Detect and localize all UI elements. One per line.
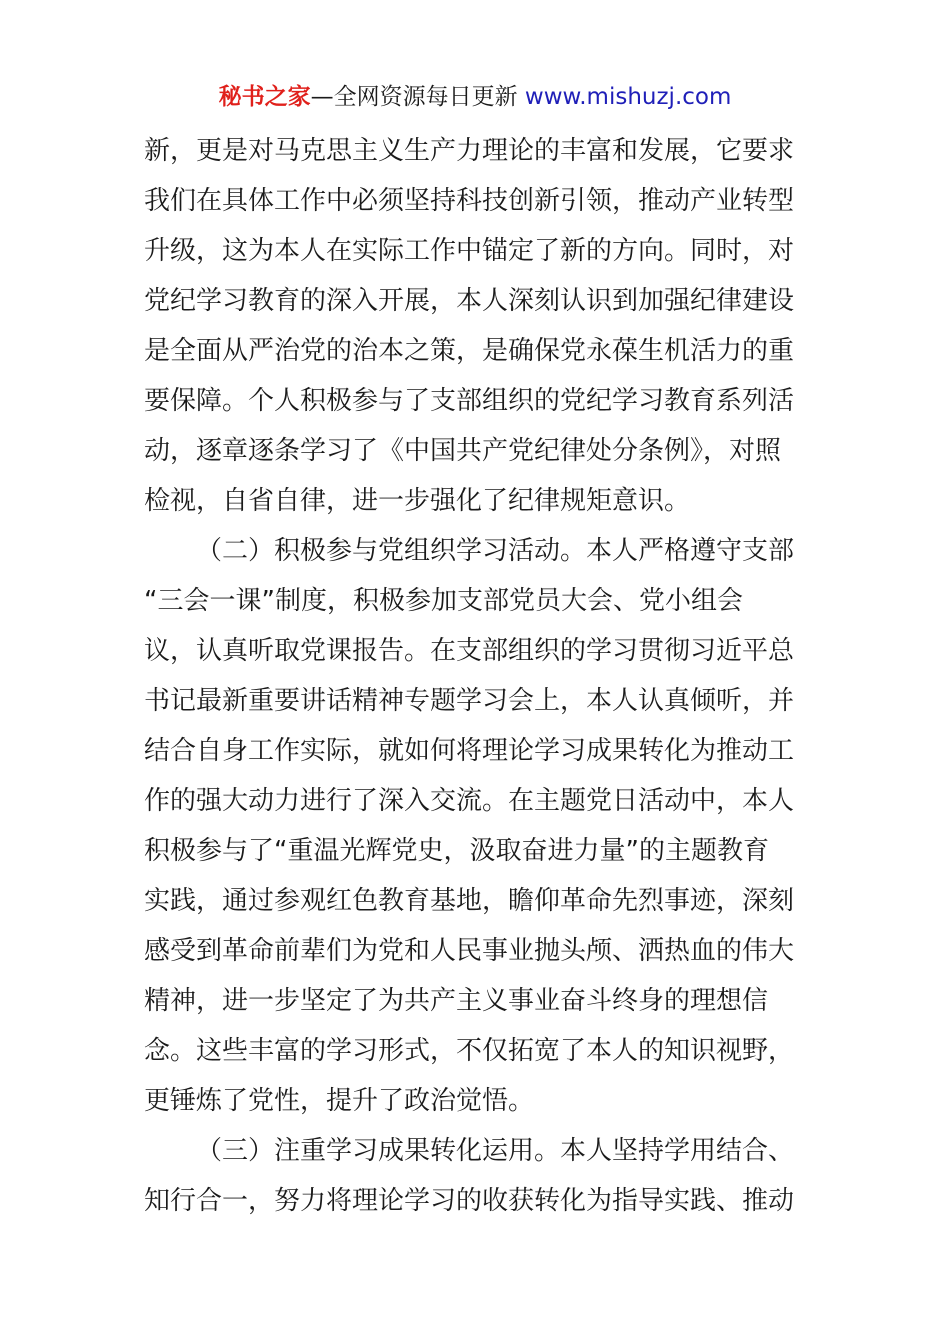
- body-line: 结合自身工作实际，就如何将理论学习成果转化为推动工: [144, 736, 795, 766]
- body-line: 念。这些丰富的学习形式，不仅拓宽了本人的知识视野，: [144, 1036, 795, 1066]
- body-line: 升级，这为本人在实际工作中锚定了新的方向。同时，对: [144, 236, 795, 266]
- body-line: 作的强大动力进行了深入交流。在主题党日活动中，本人: [144, 786, 795, 816]
- body-line: 实践，通过参观红色教育基地，瞻仰革命先烈事迹，深刻: [144, 886, 795, 916]
- body-line: 精神，进一步坚定了为共产主义事业奋斗终身的理想信: [144, 986, 769, 1016]
- body-line: 新，更是对马克思主义生产力理论的丰富和发展，它要求: [144, 136, 795, 166]
- body-line: 知行合一，努力将理论学习的收获转化为指导实践、推动: [144, 1186, 795, 1216]
- body-line: 是全面从严治党的治本之策，是确保党永葆生机活力的重: [144, 336, 795, 366]
- body-line: 动，逐章逐条学习了《中国共产党纪律处分条例》，对照: [144, 436, 782, 466]
- brand-name: 秘书之家: [218, 84, 311, 110]
- header-tagline: —全网资源每日更新: [310, 84, 518, 110]
- body-line: 我们在具体工作中必须坚持科技创新引领，推动产业转型: [144, 186, 795, 216]
- body-line: 议，认真听取党课报告。在支部组织的学习贯彻习近平总: [144, 636, 795, 666]
- body-line: 积极参与了“重温光辉党史，汲取奋进力量”的主题教育: [144, 836, 769, 866]
- body-line: “三会一课”制度，积极参加支部党员大会、党小组会: [144, 586, 743, 616]
- document-body: [144, 126, 814, 1226]
- body-line: 要保障。个人积极参与了支部组织的党纪学习教育系列活: [144, 386, 795, 416]
- body-line: 检视，自省自律，进一步强化了纪律规矩意识。: [144, 486, 691, 516]
- site-url-link[interactable]: www.mishuzj.com: [524, 84, 732, 110]
- body-line: 书记最新重要讲话精神专题学习会上，本人认真倾听，并: [144, 686, 795, 716]
- body-line: 党纪学习教育的深入开展，本人深刻认识到加强纪律建设: [144, 286, 795, 316]
- body-line: 更锤炼了党性，提升了政治觉悟。: [144, 1086, 535, 1116]
- body-line: （三）注重学习成果转化运用。本人坚持学用结合、: [196, 1136, 795, 1166]
- body-line: （二）积极参与党组织学习活动。本人严格遵守支部: [196, 536, 795, 566]
- page-header: [0, 82, 950, 112]
- body-line: 感受到革命前辈们为党和人民事业抛头颅、洒热血的伟大: [144, 936, 795, 966]
